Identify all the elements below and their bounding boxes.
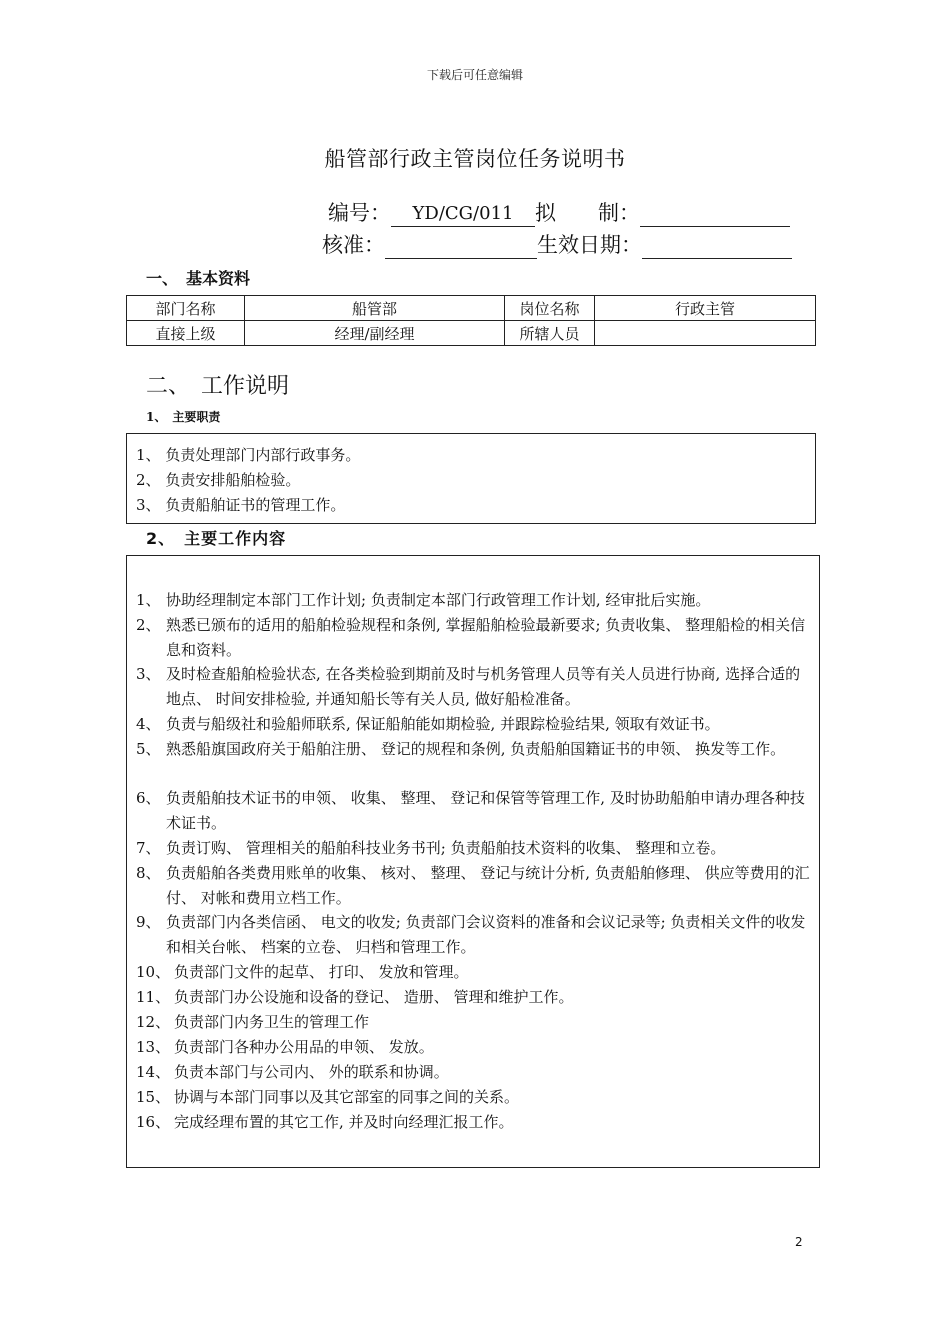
list-item: 2、 负责安排船舶检验。 <box>136 471 301 489</box>
page-number: 2 <box>795 1235 803 1249</box>
list-item: 13、 负责部门各种办公用品的申领、 发放。 <box>136 1038 434 1056</box>
document-title: 船管部行政主管岗位任务说明书 <box>324 147 626 171</box>
table-cell: 直接上级 <box>127 321 245 346</box>
section-basic-info-heading: 一、 基本资料 <box>146 269 251 288</box>
main-duties-heading: 1、 主要职责 <box>146 410 221 424</box>
approve-blank <box>385 258 537 259</box>
main-work-content-heading: 2、 主要工作内容 <box>146 529 287 548</box>
table-cell: 部门名称 <box>127 296 245 321</box>
list-item: 6、 负责船舶技术证书的申领、 收集、 整理、 登记和保管等管理工作, 及时协助船舶申请办理各种技术证书。 <box>136 789 805 832</box>
table-cell: 船管部 <box>245 296 505 321</box>
table-cell: 行政主管 <box>595 296 816 321</box>
section-work-description-heading: 二、 工作说明 <box>146 374 290 399</box>
draft-blank <box>640 226 790 227</box>
list-item: 1、 协助经理制定本部门工作计划; 负责制定本部门行政管理工作计划, 经审批后实施。 <box>136 591 711 609</box>
list-item: 2、 熟悉已颁布的适用的船舶检验规程和条例, 掌握船舶检验最新要求; 负责收集、 整理船检的相关信息和资料。 <box>136 616 806 659</box>
table-cell: 所辖人员 <box>505 321 595 346</box>
meta-line-number <box>328 197 790 227</box>
list-item: 15、 协调与本部门同事以及其它部室的同事之间的关系。 <box>136 1088 520 1106</box>
list-item: 3、 及时检查船舶检验状态, 在各类检验到期前及时与机务管理人员等有关人员进行协商, 选择合适的地点、 时间安排检验, 并通知船长等有关人员, 做好船检准备。 <box>136 665 801 708</box>
list-item: 16、 完成经理布置的其它工作, 并及时向经理汇报工作。 <box>136 1113 514 1131</box>
list-item: 5、 熟悉船旗国政府关于船舶注册、 登记的规程和条例, 负责船舶国籍证书的申领、 换发等工作。 <box>136 740 786 758</box>
basic-info-table <box>126 295 816 346</box>
list-item: 4、 负责与船级社和验船师联系, 保证船舶能如期检验, 并跟踪检验结果, 领取有效证书。 <box>136 715 720 733</box>
draft-label: 拟 制： <box>535 201 640 225</box>
list-item: 12、 负责部门内务卫生的管理工作 <box>136 1013 370 1031</box>
main-work-content-box <box>126 555 820 1168</box>
meta-line-approve <box>322 229 792 259</box>
list-item: 14、 负责本部门与公司内、 外的联系和协调。 <box>136 1063 449 1081</box>
table-cell: 经理/副经理 <box>245 321 505 346</box>
list-item: 9、 负责部门内各类信函、 电文的收发; 负责部门会议资料的准备和会议记录等; 负责相关文件的收发和相关台帐、 档案的立卷、 归档和管理工作。 <box>136 913 806 956</box>
effective-label: 生效日期： <box>537 233 642 257</box>
effective-blank <box>642 258 792 259</box>
table-row <box>127 296 816 321</box>
list-item: 8、 负责船舶各类费用账单的收集、 核对、 整理、 登记与统计分析, 负责船舶修理、 供应等费用的汇付、 对帐和费用立档工作。 <box>136 864 810 907</box>
number-value: YD/CG/011 <box>391 202 535 227</box>
number-label: 编号： <box>328 201 391 225</box>
table-row <box>127 321 816 346</box>
list-item: 1、 负责处理部门内部行政事务。 <box>136 446 361 464</box>
list-item: 3、 负责船舶证书的管理工作。 <box>136 496 346 514</box>
list-item: 7、 负责订购、 管理相关的船舶科技业务书刊; 负责船舶技术资料的收集、 整理和立卷。 <box>136 839 726 857</box>
header-note: 下载后可任意编辑 <box>426 68 523 82</box>
list-item: 10、 负责部门文件的起草、 打印、 发放和管理。 <box>136 963 469 981</box>
list-item: 11、 负责部门办公设施和设备的登记、 造册、 管理和维护工作。 <box>136 988 574 1006</box>
table-cell: 岗位名称 <box>505 296 595 321</box>
main-duties-box <box>126 433 816 524</box>
approve-label: 核准： <box>322 233 385 257</box>
table-cell <box>595 321 816 346</box>
